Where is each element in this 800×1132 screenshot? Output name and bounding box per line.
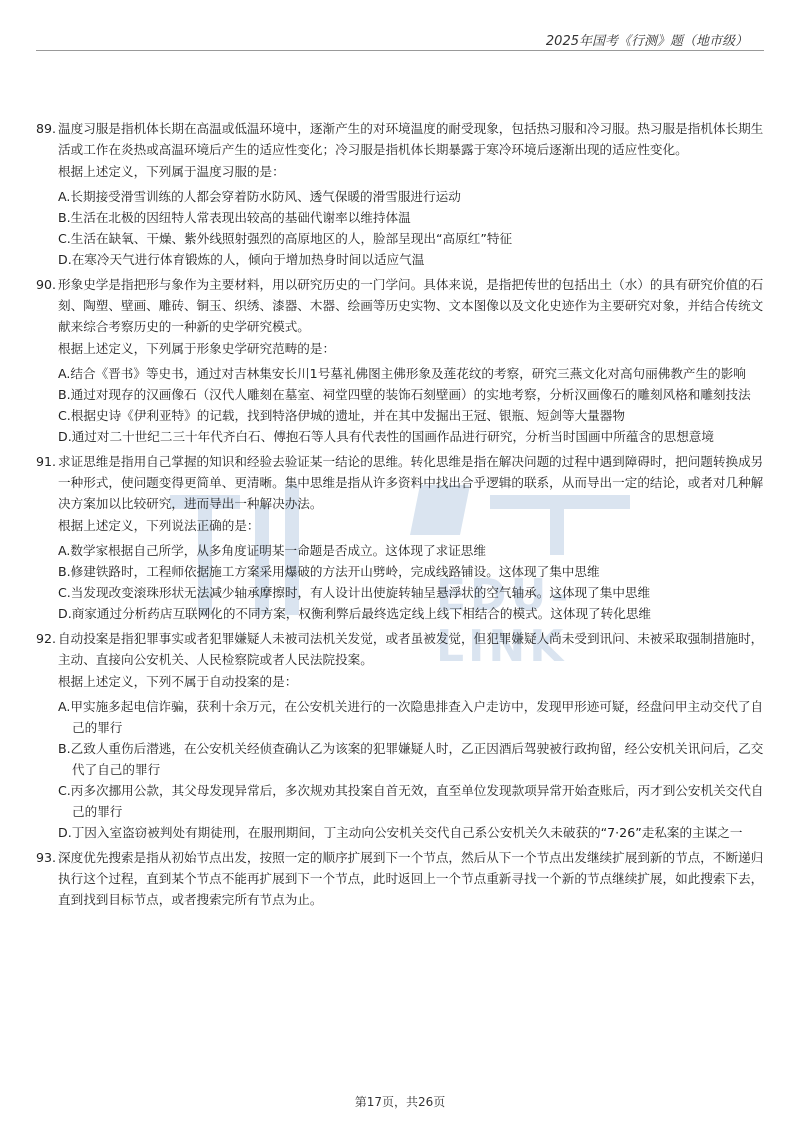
option-d: D.商家通过分析药店互联网化的不同方案，权衡利弊后最终选定线上线下相结合的模式。这体现了转化思维	[58, 606, 652, 621]
option-list	[36, 186, 766, 270]
question-stem	[36, 451, 766, 514]
question-1	[36, 118, 766, 270]
question-number: 89.	[36, 121, 57, 136]
question-text: 形象史学是指把形与象作为主要材料，用以研究历史的一门学问。具体来说，是指把传世的包括出土（水）的具有研究价值的石刻、陶塑、壁画、雕砖、铜玉、织绣、漆器、木器、绘画等历史实物、文本图像以及文化史迹作为主要研究对象，并结合传统文献来综合考察历史的一种新的史学研究模式。	[58, 277, 764, 334]
option-a: A.甲实施多起电信诈骗，获利十余万元，在公安机关进行的一次隐患排查入户走访中，发现甲形迹可疑，经盘问甲主动交代了自己的罪行	[58, 699, 764, 735]
question-text: 求证思维是指用自己掌握的知识和经验去验证某一结论的思维。转化思维是指在解决问题的过程中遇到障碍时，把问题转换成另一种形式，使问题变得更简单、更清晰。集中思维是指从许多资料中找出合乎逻辑的联系，从而导出一定的结论，或者对几种解决方案加以比较研究，进而导出一种解决办法。	[58, 454, 764, 511]
option-d: D.在寒冷天气进行体育锻炼的人，倾向于增加热身时间以适应气温	[58, 252, 425, 267]
question-stem	[36, 118, 766, 160]
header-divider	[36, 50, 764, 51]
question-stem	[36, 847, 766, 910]
option-c: C.根据史诗《伊利亚特》的记载，找到特洛伊城的遗址，并在其中发掘出王冠、银瓶、短剑等大量器物	[58, 408, 625, 423]
option-a: A.结合《晋书》等史书，通过对吉林集安长川1号墓礼佛图主佛形象及莲花纹的考察，研究三燕文化对高句丽佛教产生的影响	[58, 366, 746, 381]
exam-header: 2025年国考《行测》题（地市级）	[545, 34, 748, 49]
question-text: 自动投案是指犯罪事实或者犯罪嫌疑人未被司法机关发觉，或者虽被发觉，但犯罪嫌疑人尚未受到讯问、未被采取强制措施时，主动、直接向公安机关、人民检察院或者人民法院投案。	[58, 631, 764, 667]
question-prompt: 根据上述定义，下列属于形象史学研究范畴的是：	[58, 341, 336, 356]
question-number: 90.	[36, 277, 57, 292]
question-prompt: 根据上述定义，下列说法正确的是：	[58, 518, 260, 533]
option-c: C.生活在缺氧、干燥、紫外线照射强烈的高原地区的人，脸部呈现出“高原红”特征	[58, 231, 513, 246]
option-b: B.修建铁路时，工程师依据施工方案采用爆破的方法开山劈岭，完成线路铺设。这体现了集中思维	[58, 564, 600, 579]
option-list	[36, 696, 766, 843]
question-number: 93.	[36, 850, 57, 865]
option-list	[36, 540, 766, 624]
question-list	[36, 118, 766, 914]
question-5	[36, 847, 766, 910]
watermark-text: EDU-LINK	[436, 570, 573, 672]
option-d: D.丁因入室盗窃被判处有期徒刑，在服刑期间，丁主动向公安机关交代自己系公安机关久未破获的“7·26”走私案的主谋之一	[58, 825, 743, 840]
question-4	[36, 628, 766, 843]
question-2	[36, 274, 766, 447]
question-text: 温度习服是指机体长期在高温或低温环境中，逐渐产生的对环境温度的耐受现象，包括热习服和冷习服。热习服是指机体长期生活或工作在炎热或高温环境后产生的适应性变化；冷习服是指机体长期暴露于寒冷环境后逐渐出现的适应性变化。	[58, 121, 764, 157]
question-text: 深度优先搜索是指从初始节点出发，按照一定的顺序扩展到下一个节点，然后从下一个节点出发继续扩展到新的节点，不断递归执行这个过程，直到某个节点不能再扩展到下一个节点，此时返回上一个节点重新寻找一个新的节点继续扩展，如此搜索下去，直到找到目标节点，或者搜索完所有节点为止。	[58, 850, 764, 907]
option-b: B.乙致人重伤后潜逃，在公安机关经侦查确认乙为该案的犯罪嫌疑人时，乙正因酒后驾驶被行政拘留，经公安机关讯问后，乙交代了自己的罪行	[58, 741, 764, 777]
question-3	[36, 451, 766, 624]
question-stem	[36, 274, 766, 337]
option-b: B.生活在北极的因纽特人常表现出较高的基础代谢率以维持体温	[58, 210, 411, 225]
option-c: C.丙多次挪用公款，其父母发现异常后，多次规劝其投案自首无效，直至单位发现款项异常开始查账后，丙才到公安机关交代自己的罪行	[58, 783, 764, 819]
option-b: B.通过对现存的汉画像石（汉代人雕刻在墓室、祠堂四壁的装饰石刻壁画）的实地考察，分析汉画像石的雕刻风格和雕刻技法	[58, 387, 751, 402]
question-number: 92.	[36, 631, 57, 646]
question-number: 91.	[36, 454, 57, 469]
option-c: C.当发现改变滚珠形状无法减少轴承摩擦时，有人设计出使旋转轴呈悬浮状的空气轴承。这体现了集中思维	[58, 585, 651, 600]
question-stem	[36, 628, 766, 670]
question-prompt: 根据上述定义，下列不属于自动投案的是：	[58, 674, 298, 689]
question-prompt: 根据上述定义，下列属于温度习服的是：	[58, 164, 285, 179]
option-a: A.数学家根据自己所学，从多角度证明某一命题是否成立。这体现了求证思维	[58, 543, 486, 558]
page-footer: 第17页，共26页	[354, 1095, 446, 1109]
option-list	[36, 363, 766, 447]
option-d: D.通过对二十世纪二三十年代齐白石、傅抱石等人具有代表性的国画作品进行研究，分析当时国画中所蕴含的思想意境	[58, 429, 714, 444]
option-a: A.长期接受滑雪训练的人都会穿着防水防风、透气保暖的滑雪服进行运动	[58, 189, 461, 204]
